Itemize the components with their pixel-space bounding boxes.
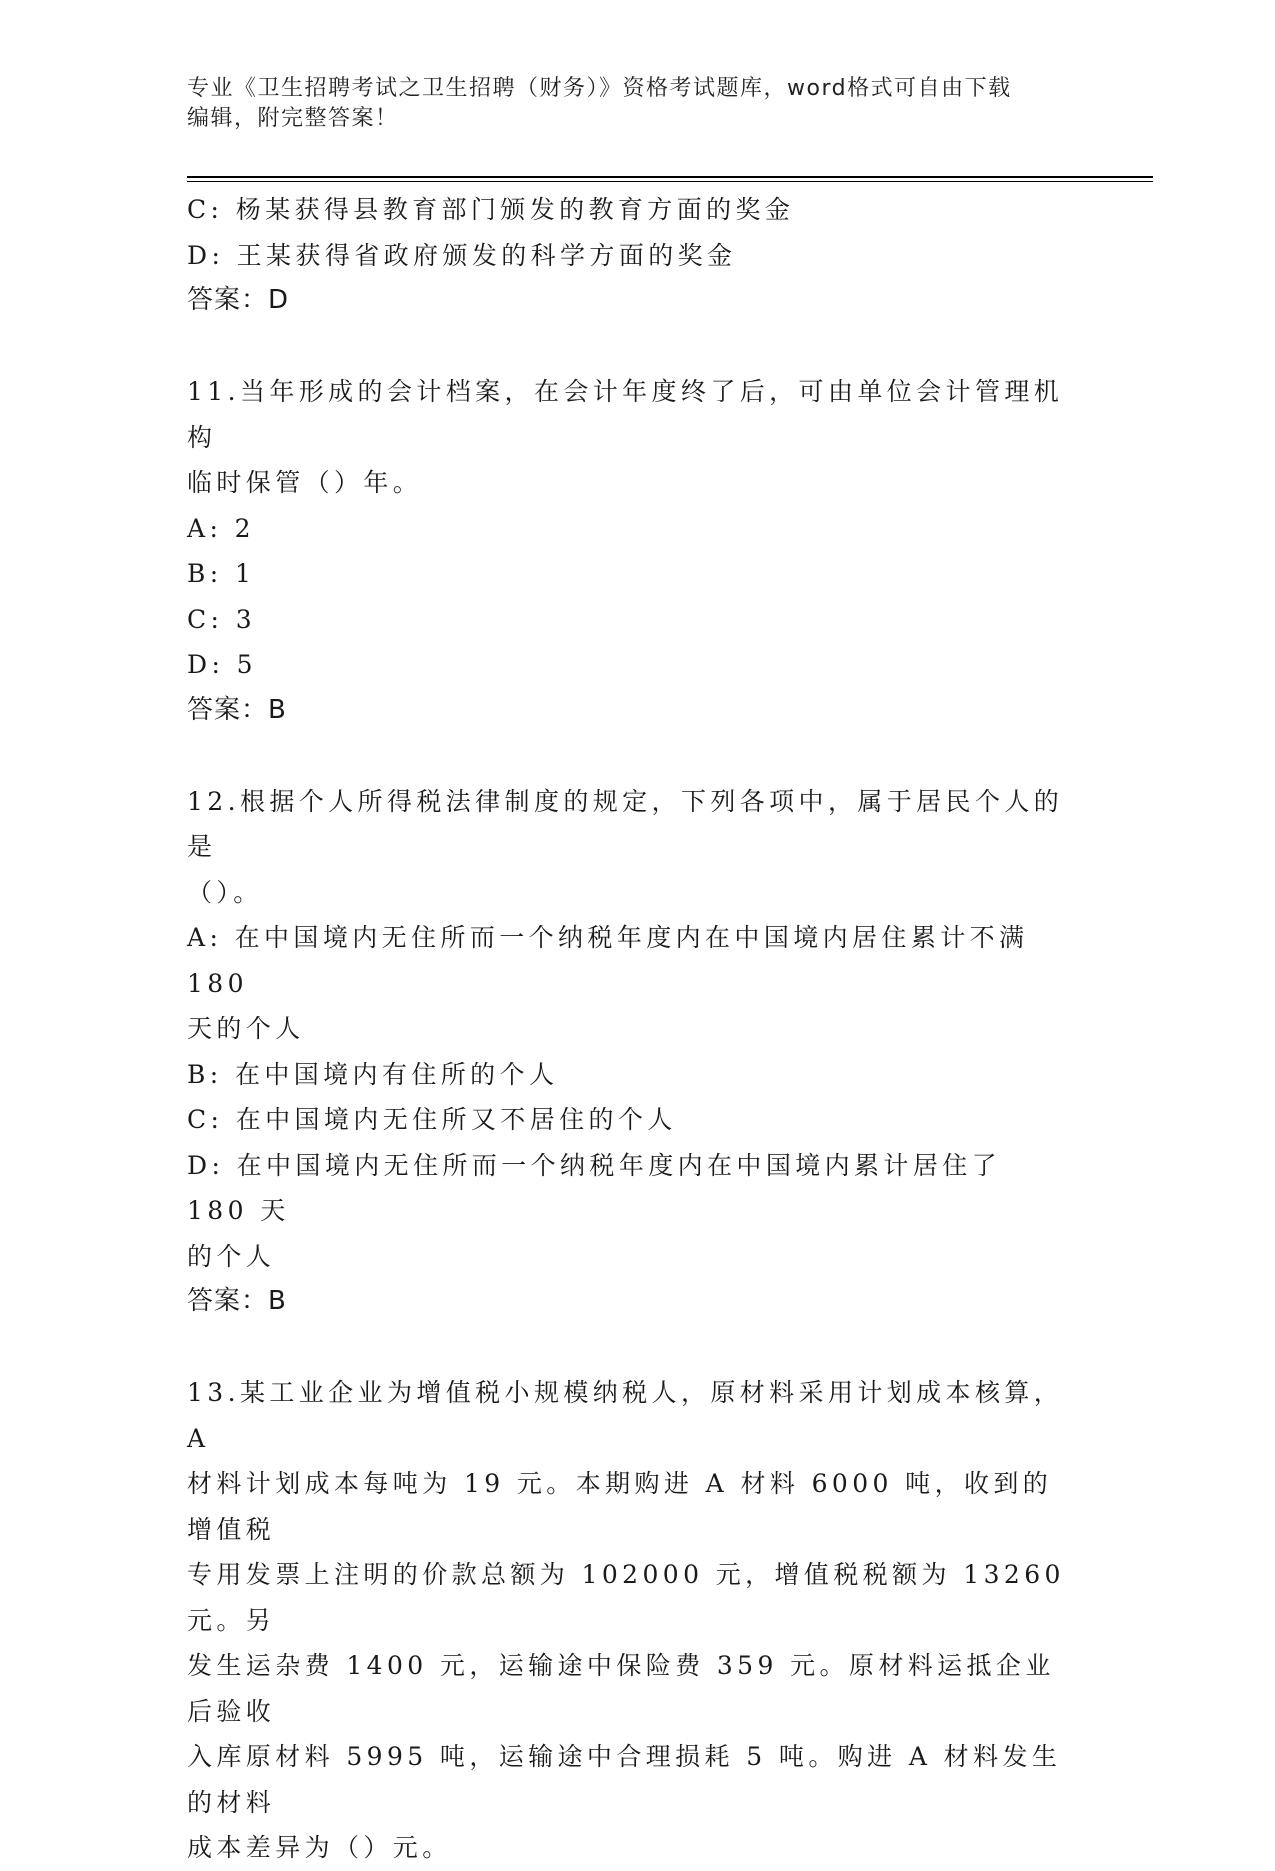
header-line-2: 编辑，附完整答案！: [187, 106, 399, 131]
answer: 答案：B: [187, 694, 287, 725]
option-c: C: 在中国境内无住所又不居住的个人: [187, 1105, 677, 1134]
answer: 答案：B: [187, 1286, 287, 1316]
question-stem: 13.某工业企业为增值税小规模纳税人，原材料采用计划成本核算，A: [187, 1378, 1064, 1453]
option-a: 天的个人: [187, 1014, 305, 1043]
question-stem: 材料计划成本每吨为 19 元。本期购进 A 材料 6000 吨，收到的增值税: [187, 1469, 1053, 1544]
option-d: D: 在中国境内无住所而一个纳税年度内在中国境内累计居住了 180 天: [187, 1150, 1014, 1225]
header-line-1: 专业《卫生招聘考试之卫生招聘（财务）》资格考试题库，word格式可自由下载: [187, 76, 1012, 101]
question-stem: 专用发票上注明的价款总额为 102000 元，增值税税额为 13260 元。另: [187, 1560, 1078, 1635]
option-a: A: 2: [187, 513, 255, 543]
option-c: C: 3: [187, 604, 257, 634]
question-11: [187, 369, 1067, 733]
spacer: [187, 733, 1067, 779]
header-divider-thick: [187, 176, 1153, 178]
option-c: C: 杨某获得县教育部门颁发的教育方面的奖金: [187, 195, 795, 224]
option-b: B: 在中国境内有住所的个人: [187, 1059, 559, 1089]
question-12: [187, 779, 1067, 1325]
document-header: [187, 74, 1067, 134]
answer: 答案：D: [187, 285, 290, 315]
option-b: B: 1: [187, 559, 256, 588]
question-stem: 临时保管（）年。: [187, 468, 423, 497]
question-13: [187, 1370, 1078, 1871]
question-stem: 入库原材料 5995 吨，运输途中合理损耗 5 吨。购进 A 材料发生的材料: [187, 1742, 1062, 1817]
question-list: [187, 187, 1078, 1871]
question-stem: 发生运杂费 1400 元，运输途中保险费 359 元。原材料运抵企业后验收: [187, 1651, 1055, 1726]
question-10: [187, 187, 1067, 324]
option-a: A: 在中国境内无住所而一个纳税年度内在中国境内居住累计不满 180: [187, 923, 1041, 998]
option-d: 的个人: [187, 1241, 276, 1271]
question-stem: 12.根据个人所得税法律制度的规定，下列各项中，属于居民个人的是: [187, 786, 1064, 861]
header-divider-thin: [187, 181, 1153, 182]
spacer: [187, 1325, 1067, 1371]
question-stem: 11.当年形成的会计档案，在会计年度终了后，可由单位会计管理机构: [187, 377, 1064, 452]
question-stem: 成本差异为（）元。: [187, 1833, 452, 1862]
spacer: [187, 324, 1067, 370]
option-d: D: 5: [187, 650, 257, 679]
option-d: D: 王某获得省政府颁发的科学方面的奖金: [187, 240, 737, 270]
question-stem: （）。: [187, 877, 263, 907]
